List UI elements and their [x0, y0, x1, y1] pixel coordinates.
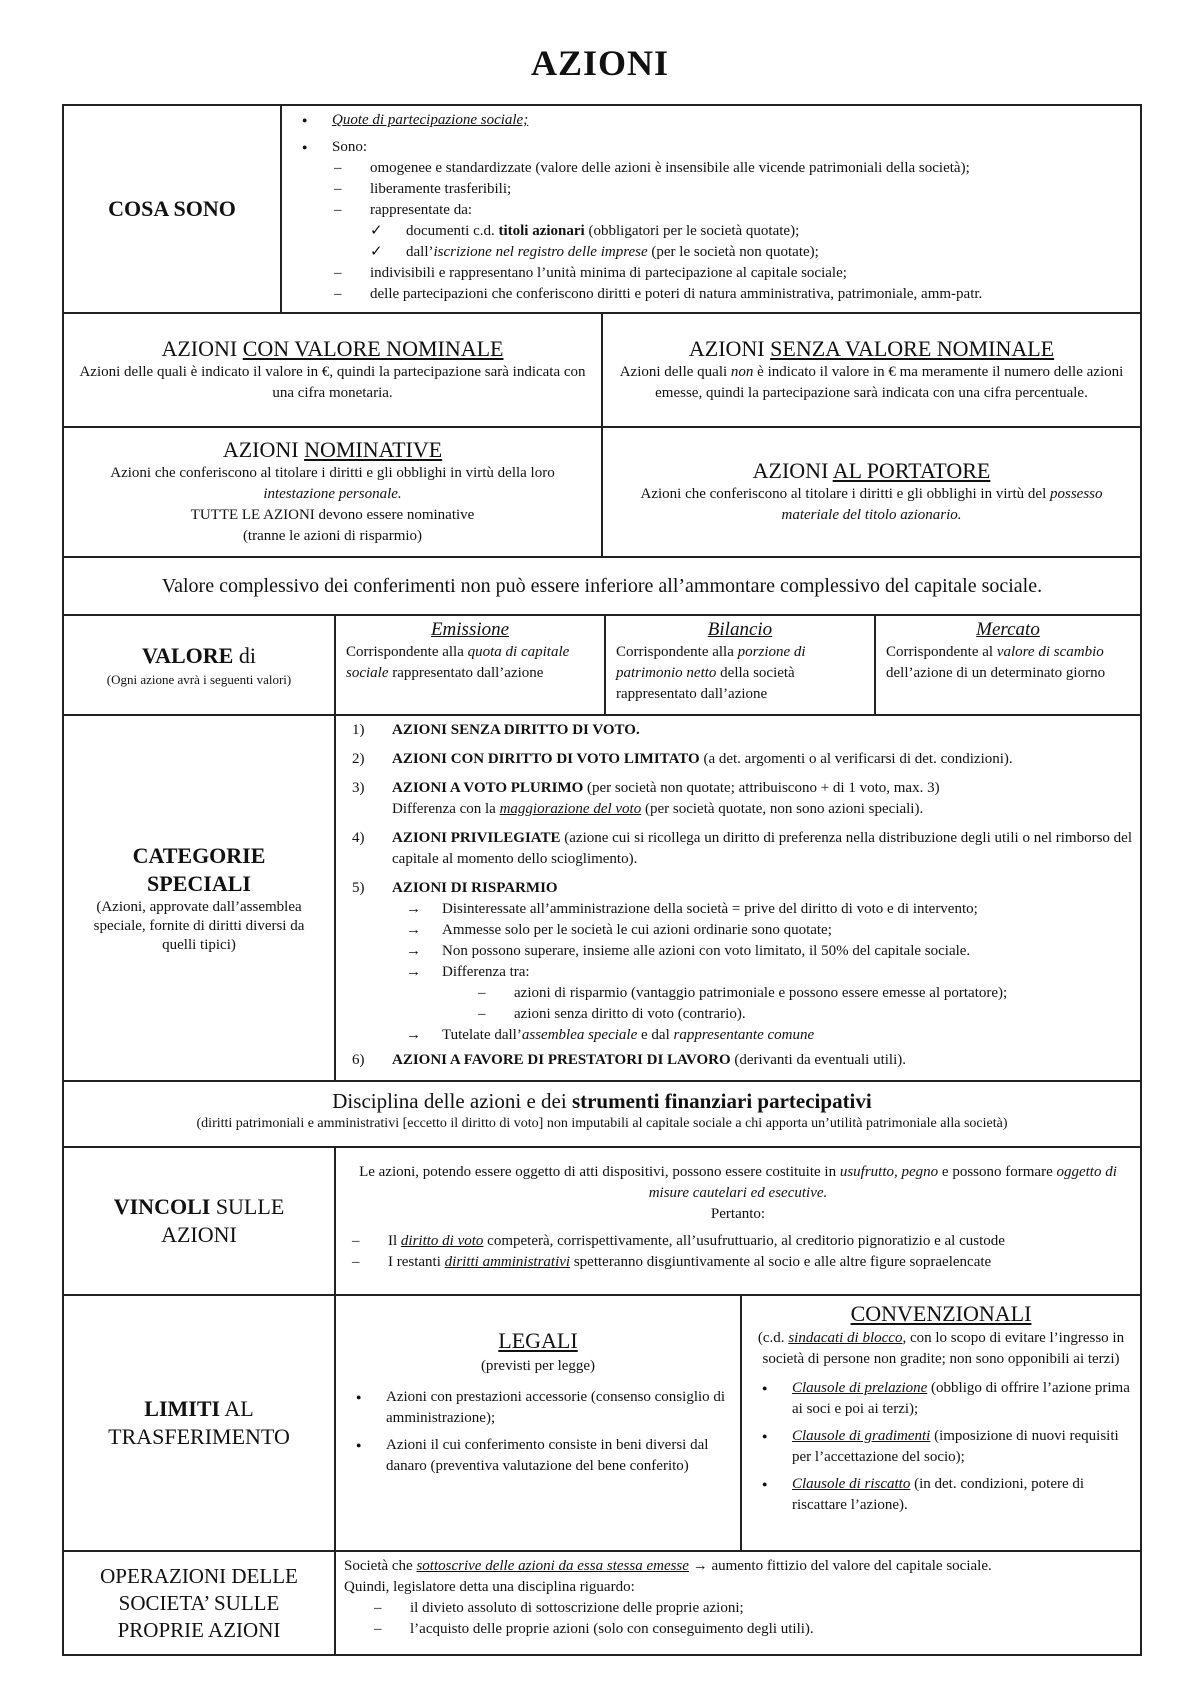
list-item: ● Clausole di riscatto (in det. condizioni, potere di riscattare l’azione). [750, 1474, 1132, 1516]
valore-bilancio: Bilancio Corrispondente alla porzione di patrimonio netto della società rappresentato dall’azione [604, 616, 874, 714]
list-item: ● Clausole di gradimenti (imposizione di nuovi requisiti per l’accettazione del socio); [750, 1426, 1132, 1468]
disciplina-content: Disciplina delle azioni e dei strumenti finanziari partecipativi (diritti patrimoniali e amministrativi [eccetto il diritto di voto] non imputabili al capitale sociale a chi apporta un’utilità patrimoniale alla società) [196, 1089, 1008, 1131]
list-item: – l’acquisto delle proprie azioni (solo con conseguimento degli utili). [374, 1619, 1132, 1640]
list-item: 4) AZIONI PRIVILEGIATE (azione cui si ricollega un diritto di preferenza nella distribuzione degli utili o nel rimborso del capitale al momento dello scioglimento). [352, 830, 1133, 867]
categorie-row [62, 716, 1142, 1082]
list-item: – rappresentate da: [334, 200, 1132, 221]
list-item: ● Sono: [290, 137, 1132, 158]
list-item: 2) AZIONI CON DIRITTO DI VOTO LIMITATO (a det. argomenti o al verificarsi di det. condizioni). [352, 751, 1013, 767]
senza-valore-nominale: AZIONI SENZA VALORE NOMINALE Azioni delle quali non è indicato il valore in € ma meramente il numero delle azioni emesse, quindi la partecipazione sarà indicata con una cifra percentuale. [601, 314, 1140, 426]
list-item: 6) AZIONI A FAVORE DI PRESTATORI DI LAVORO (derivanti da eventuali utili). [352, 1052, 907, 1068]
list-item: – il divieto assoluto di sottoscrizione delle proprie azioni; [374, 1598, 1132, 1619]
valore-emissione: Emissione Corrispondente alla quota di capitale sociale rappresentato dall’azione [334, 616, 604, 714]
valore-row [62, 616, 1142, 716]
list-item: – delle partecipazioni che conferiscono diritti e poteri di natura amministrativa, patrimoniale, amm-patr. [334, 284, 1132, 305]
vincoli-content: Le azioni, potendo essere oggetto di atti dispositivi, possono essere costituite in usufrutto, pegno e possono formare oggetto di misure cautelari ed esecutive. Pertanto: – Il diritto di voto competerà, corrispettivamente, all’usufruttuario, al creditorio pignoratizio e al custode – I restanti diritti amministrativi spetteranno disgiuntivamente al socio e alle altre figure sopraelencate [334, 1148, 1140, 1294]
azioni-portatore: AZIONI AL PORTATORE Azioni che conferiscono al titolare i diritti e gli obblighi in virtù del possesso materiale del titolo azionario. [601, 428, 1140, 556]
cosa-sono-row [62, 104, 1142, 314]
list-item: ● Clausole di prelazione (obbligo di offrire l’azione prima ai soci e poi ai terzi); [750, 1378, 1132, 1420]
list-item: ● Azioni il cui conferimento consiste in beni diversi dal danaro (preventiva valutazione del bene conferito) [344, 1435, 732, 1477]
valore-mercato: Mercato Corrispondente al valore di scambio dell’azione di un determinato giorno [874, 616, 1140, 714]
valore-label: VALORE di (Ogni azione avrà i seguenti valori) [106, 642, 292, 687]
list-item: 3) AZIONI A VOTO PLURIMO (per società non quotate; attribuiscono + di 1 voto, max. 3) Differenza con la maggiorazione del voto (per società quotate, non sono azioni speciali). [352, 780, 940, 817]
limiti-row [62, 1296, 1142, 1552]
categorie-content [334, 716, 1140, 1080]
list-item: – indivisibili e rappresentano l’unità minima di partecipazione al capitale sociale; [334, 263, 1132, 284]
list-item: ✓ documenti c.d. titoli azionari (obbligatori per le società quotate); [370, 221, 1132, 242]
operazioni-content: Società che sottoscrive delle azioni da essa stessa emesse → aumento fittizio del valore del capitale sociale. Quindi, legislatore detta una disciplina riguardo: – il divieto assoluto di sottoscrizione delle proprie azioni; – l’acquisto delle proprie azioni (solo con conseguimento degli utili). [334, 1552, 1140, 1654]
list-item: 1) AZIONI SENZA DIRITTO DI VOTO. [352, 722, 640, 738]
operazioni-row [62, 1552, 1142, 1656]
list-item: – liberamente trasferibili; [334, 179, 1132, 200]
limiti-legali: LEGALI (previsti per legge) ● Azioni con prestazioni accessorie (consenso consiglio di amministrazione); ● Azioni il cui conferimento consiste in beni diversi dal danaro (preventiva valutazione del bene conferito) [334, 1296, 740, 1550]
con-valore-desc: Azioni delle quali è indicato il valore in €, quindi la partecipazione sarà indicata con una cifra monetaria. [79, 364, 586, 401]
operazioni-label: OPERAZIONI DELLE SOCIETA’ SULLE PROPRIE AZIONI [100, 1563, 298, 1642]
azioni-nominative: AZIONI NOMINATIVE Azioni che conferiscono al titolare i diritti e gli obblighi in virtù della loro intestazione personale. TUTTE LE AZIONI devono essere nominative (tranne le azioni di risparmio) [110, 437, 555, 544]
con-valore-nominale: AZIONI CON VALORE NOMINALE Azioni delle quali è indicato il valore in €, quindi la partecipazione sarà indicata con una cifra monetaria. [64, 314, 601, 426]
categorie-label: CATEGORIE SPECIALI (Azioni, approvate dall’assemblea speciale, fornite di diritti diversi da quelli tipici) [93, 842, 305, 953]
valore-nominale-row [62, 314, 1142, 428]
senza-valore-desc: Azioni delle quali non è indicato il valore in € ma meramente il numero delle azioni emesse, quindi la partecipazione sarà indicata con una cifra percentuale. [619, 364, 1124, 401]
cosa-sono-label: COSA SONO [108, 196, 236, 221]
page-title: AZIONI [530, 43, 670, 83]
list-item: 5) AZIONI DI RISPARMIO → Disinteressate all’amministrazione della società = prive del diritto di voto e di intervento; → Ammesse solo per le società le cui azioni ordinarie sono quotate; → Non possono superare, insieme alle azioni con voto limitato, il 50% del capitale sociale. → Differenza tra: – azioni di risparmio (vantaggio patrimoniale e possono essere emesse al portatore); – azioni senza diritto di voto (contrario). → Tutelate dall’assemblea speciale e dal rappresentante comune [344, 878, 1132, 1046]
cosa-sono-content [280, 106, 1140, 312]
limiti-convenzionali: CONVENZIONALI (c.d. sindacati di blocco, con lo scopo di evitare l’ingresso in società di persone non gradite; non sono opponibili ai terzi) ● Clausole di prelazione (obbligo di offrire l’azione prima ai soci e poi ai terzi); ● Clausole di gradimenti (imposizione di nuovi requisiti per l’accettazione del socio); ● Clausole di riscatto (in det. condizioni, potere di riscattare l’azione). [740, 1296, 1140, 1550]
nominative-portatore-row [62, 428, 1142, 558]
azioni-table [62, 104, 1142, 1656]
list-item: ● Azioni con prestazioni accessorie (consenso consiglio di amministrazione); [344, 1387, 732, 1429]
disciplina-row [62, 1082, 1142, 1148]
vincoli-label: VINCOLI SULLE AZIONI [113, 1194, 285, 1247]
list-item: ✓ dall’iscrizione nel registro delle imprese (per le società non quotate); [370, 242, 1132, 263]
limiti-label: LIMITI AL TRASFERIMENTO [108, 1396, 290, 1449]
conferimenti-text: Valore complessivo dei conferimenti non può essere inferiore all’ammontare complessivo del capitale sociale. [161, 575, 1043, 597]
list-item: – omogenee e standardizzate (valore delle azioni è insensibile alle vicende patrimoniali della società); [334, 158, 1132, 179]
vincoli-row [62, 1148, 1142, 1296]
conferimenti-row [62, 558, 1142, 616]
list-item: ● Quote di partecipazione sociale; [290, 110, 1132, 131]
